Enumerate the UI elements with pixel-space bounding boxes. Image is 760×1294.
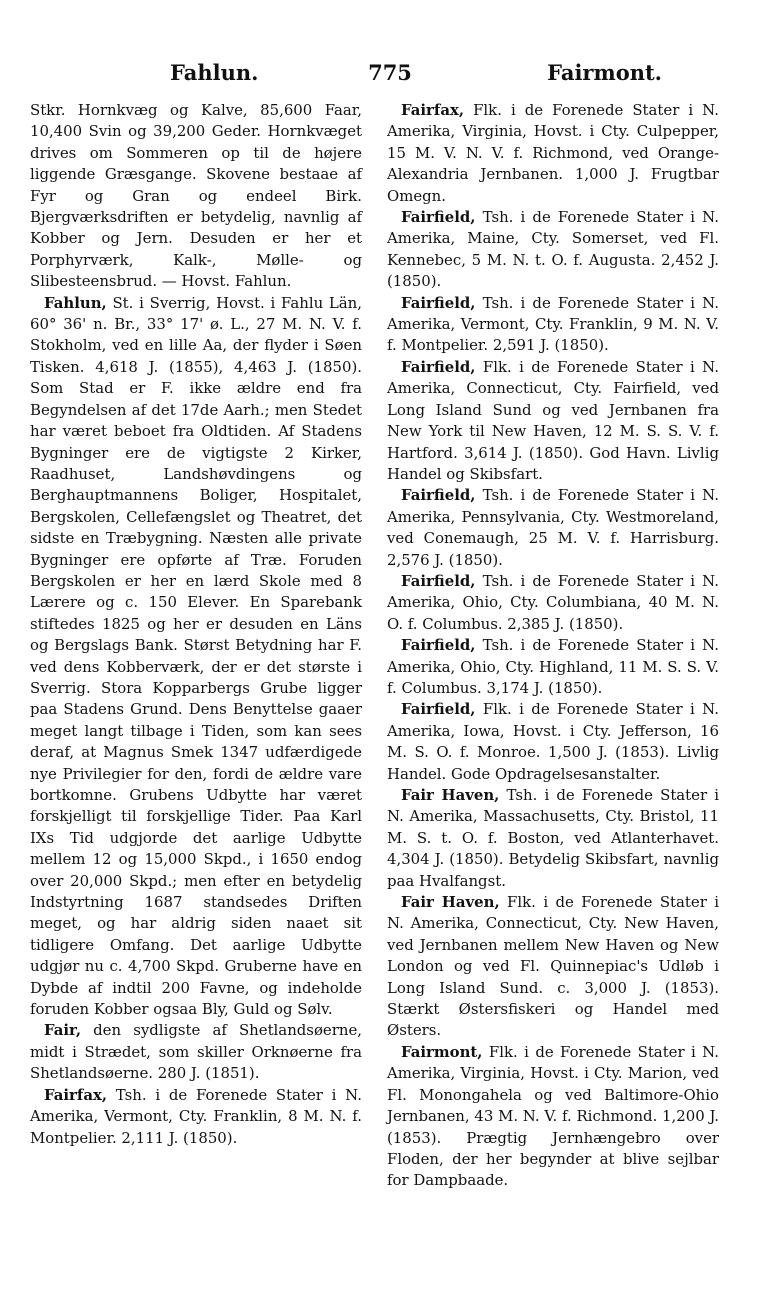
entry-headword: Fairmont, — [401, 1042, 483, 1061]
page-number: 775 — [368, 60, 412, 85]
entry-headword: Fahlun, — [44, 293, 107, 312]
dictionary-entry — [387, 892, 719, 1042]
entry-headword: Fairfield, — [401, 700, 476, 719]
entry-headword: Fairfield, — [401, 571, 476, 590]
right-column — [387, 100, 719, 1192]
entry-text: Flk. i de Forenede Stater i N. Amerika, Iowa, Hovst. i Cty. Jefferson, 16 M. S. O. f. Monroe. 1,500 J. (1853). Livlig Handel. Gode Opdragelsesanstalter. — [387, 700, 719, 783]
dictionary-entry — [30, 293, 362, 1021]
entry-text: Tsh. i de Forenede Stater i N. Amerika, Ohio, Cty. Columbiana, 40 M. N. O. f. Columbus. 2,385 J. (1850). — [387, 571, 719, 633]
entry-text: St. i Sverrig, Hovst. i Fahlu Län, 60° 36' n. Br., 33° 17' ø. L., 27 M. N. V. f. Stokholm, ved en lille Aa, der flyder i Søen Tisken. 4,618 J. (1855), 4,463 J. (1850). Som Stad er F. ikke ældre end fra Begyndelsen af det 17de Aarh.; men Stedet har været beboet fra Oldtiden. Af Stadens Bygninger ere de vigtigste 2 Kirker, Raadhuset, Landshøvdingens og Berghauptmannens Boliger, Hospitalet, Bergskolen, Cellefængslet og Theatret, det sidste en Træbygning. Næsten alle private Bygninger ere opførte af Træ. Foruden Bergskolen er her en lærd Skole med 8 Lærere og c. 150 Elever. En Sparebank stiftedes 1825 og her er desuden en Läns og Bergslags Bank. Størst Betydning har F. ved dens Kobberværk, der er det største i Sverrig. Stora Kopparbergs Grube ligger paa Stadens Grund. Dens Benyttelse gaaer meget langt tilbage i Tiden, som kan sees deraf, at Magnus Smek 1347 udfærdigede nye Privilegier for den, fordi de ældre vare bortkomne. Grubens Udbytte har været forskjelligt til forskjellige Tider. Paa Karl IXs Tid udgjorde det aarlige Udbytte mellem 12 og 15,000 Skpd., i 1650 endog over 20,000 Skpd.; men efter en betydelig Indstyrtning 1687 standsedes Driften meget, og har aldrig siden naaet sit tidligere Omfang. Det aarlige Udbytte udgjør nu c. 4,700 Skpd. Gruberne have en Dybde af indtil 200 Favne, og indeholde foruden Kobber ogsaa Bly, Guld og Sølv. — [30, 293, 362, 1019]
entry-text: den sydligste af Shetlandsøerne, midt i Strædet, som skiller Orknøerne fra Shetlandsøerne. 280 J. (1851). — [30, 1021, 362, 1083]
entry-text: Flk. i de Forenede Stater i N. Amerika, Virginia, Hovst. i Cty. Culpepper, 15 M. V. N. V. f. Richmond, ved Orange-Alexandria Jernbanen. 1,000 J. Frugtbar Omegn. — [387, 101, 719, 205]
header-last-word: Fairmont. — [547, 60, 662, 85]
entry-text: Tsh. i de Forenede Stater i N. Amerika, Pennsylvania, Cty. Westmoreland, ved Conemaugh, 25 M. V. f. Harrisburg. 2,576 J. (1850). — [387, 486, 719, 569]
dictionary-entry — [30, 1020, 362, 1084]
dictionary-entry — [387, 785, 719, 892]
entry-headword: Fair Haven, — [401, 893, 500, 912]
entry-headword: Fair, — [44, 1021, 82, 1040]
entry-headword: Fair Haven, — [401, 786, 500, 804]
entry-text: Tsh. i de Forenede Stater i N. Amerika, Vermont, Cty. Franklin, 9 M. N. V. f. Montpelier. 2,591 J. (1850). — [387, 293, 719, 355]
entry-headword: Fairfield, — [401, 636, 476, 655]
dictionary-entry — [387, 293, 719, 357]
entry-text: Tsh. i de Forenede Stater i N. Amerika, Ohio, Cty. Highland, 11 M. S. S. V. f. Columbus. 3,174 J. (1850). — [387, 636, 719, 697]
entry-headword: Fairfield, — [401, 293, 476, 312]
running-header — [30, 60, 730, 94]
left-column — [30, 100, 362, 1149]
entry-text: Flk. i de Forenede Stater i N. Amerika, Virginia, Hovst. i Cty. Marion, ved Fl. Monongahela og ved Baltimore-Ohio Jernbanen, 43 M. N. V. f. Richmond. 1,200 J. (1853). Prægtig Jernhængebro over Floden, der her begynder at blive sejlbar for Dampbaade. — [387, 1042, 719, 1190]
entry-text: Tsh. i de Forenede Stater i N. Amerika, Maine, Cty. Somerset, ved Fl. Kennebec, 5 M. N. t. O. f. Augusta. 2,452 J. (1850). — [387, 208, 719, 291]
dictionary-entry — [387, 357, 719, 485]
entry-headword: Fairfield, — [401, 486, 476, 505]
dictionary-entry — [387, 100, 719, 207]
dictionary-entry — [30, 100, 362, 293]
header-first-word: Fahlun. — [170, 60, 259, 85]
dictionary-entry — [30, 1085, 362, 1149]
dictionary-entry — [387, 571, 719, 635]
entry-text: Tsh. i de Forenede Stater i N. Amerika, Massachusetts, Cty. Bristol, 11 M. S. t. O. f. Boston, ved Atlanterhavet. 4,304 J. (1850). Betydelig Skibsfart, navnlig paa Hvalfangst. — [387, 786, 720, 890]
entry-text: Flk. i de Forenede Stater i N. Amerika, Connecticut, Cty. New Haven, ved Jernbanen mellem New Haven og New London og ved Fl. Quinnepiac's Udløb i Long Island Sund. c. 3,000 J. (1853). Stærkt Østersfiskeri og Handel med Østers. — [387, 893, 719, 1040]
dictionary-entry — [387, 207, 719, 293]
entry-text: Flk. i de Forenede Stater i N. Amerika, Connecticut, Cty. Fairfield, ved Long Island Sund og ved Jernbanen fra New York til New Haven, 12 M. S. S. V. f. Hartford. 3,614 J. (1850). God Havn. Livlig Handel og Skibsfart. — [387, 357, 719, 483]
entry-headword: Fairfax, — [401, 101, 465, 119]
entry-text: Tsh. i de Forenede Stater i N. Amerika, Vermont, Cty. Franklin, 8 M. N. f. Montpelier. 2,111 J. (1850). — [30, 1085, 362, 1147]
entry-text: Stkr. Hornkvæg og Kalve, 85,600 Faar, 10,400 Svin og 39,200 Geder. Hornkvæget drives om Sommeren op til de højere liggende Græsgange. Skovene bestaae af Fyr og Gran og endeel Birk. Bjergværksdriften er betydelig, navnlig af Kobber og Jern. Desuden er her et Porphyrværk, Kalk-, Mølle- og Slibesteensbrud. — Hovst. Fahlun. — [30, 101, 362, 291]
dictionary-entry — [387, 1042, 719, 1192]
dictionary-entry — [387, 485, 719, 571]
dictionary-entry — [387, 635, 719, 699]
entry-headword: Fairfield, — [401, 357, 476, 376]
entry-headword: Fairfield, — [401, 208, 476, 227]
entry-headword: Fairfax, — [44, 1085, 108, 1104]
dictionary-entry — [387, 699, 719, 785]
